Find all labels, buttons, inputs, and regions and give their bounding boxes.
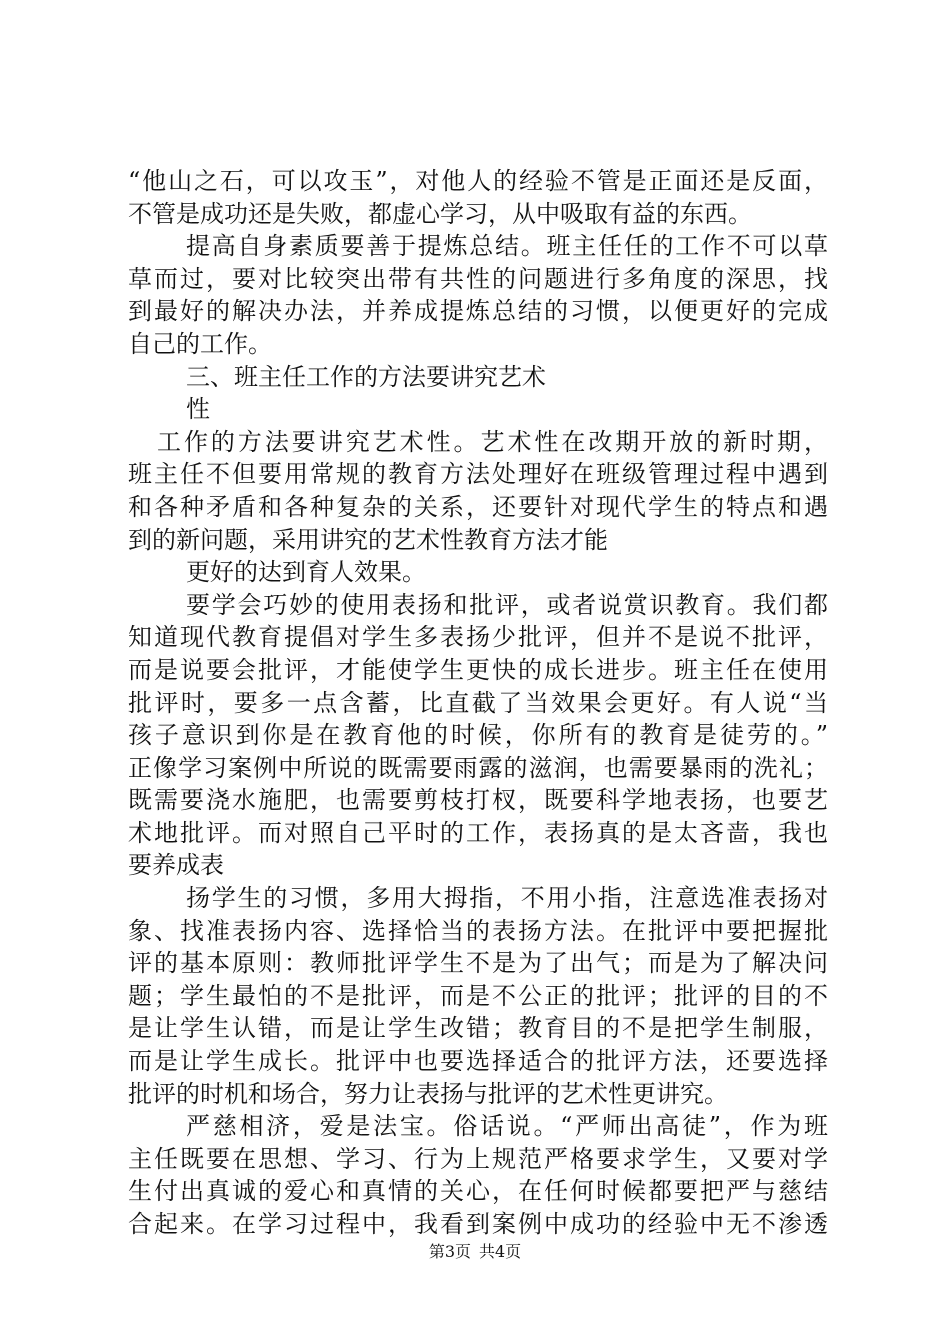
text-line: 班主任不但要用常规的教育方法处理好在班级管理过程中遇到: [128, 460, 828, 489]
text-line: 要学会巧妙的使用表扬和批评，或者说赏识教育。我们都: [186, 590, 828, 619]
text-line: 到最好的解决办法，并养成提炼总结的习惯，以便更好的完成: [128, 297, 828, 326]
text-line: 既需要浇水施肥，也需要剪枝打杈，既要科学地表扬，也要艺: [128, 786, 828, 815]
text-line: 提高自身素质要善于提炼总结。班主任任的工作不可以草: [186, 232, 828, 261]
text-line: 合起来。在学习过程中，我看到案例中成功的经验中无不渗透: [128, 1210, 828, 1238]
text-line: 三、班主任工作的方法要讲究艺术: [186, 362, 546, 391]
text-line: 术地批评。而对照自己平时的工作，表扬真的是太吝啬，我也: [128, 818, 828, 847]
text-line: 知道现代教育提倡对学生多表扬少批评，但并不是说不批评，: [128, 623, 828, 652]
text-line: 孩子意识到你是在教育他的时候，你所有的教育是徒劳的。”: [128, 721, 828, 750]
text-line: 和各种矛盾和各种复杂的关系，还要针对现代学生的特点和遇: [128, 492, 828, 521]
text-line: 评的基本原则：教师批评学生不是为了出气；而是为了解决问: [128, 949, 828, 978]
text-line: 题；学生最怕的不是批评，而是不公正的批评；批评的目的不: [128, 981, 828, 1010]
text-line: 到的新问题，采用讲究的艺术性教育方法才能: [128, 525, 608, 554]
text-line: 批评的时机和场合，努力让表扬与批评的艺术性更讲究。: [128, 1079, 728, 1108]
page-footer: [0, 1242, 950, 1262]
text-line: 性: [186, 395, 210, 424]
text-line: 草而过，要对比较突出带有共性的问题进行多角度的深思，找: [128, 264, 828, 293]
text-line: 扬学生的习惯，多用大拇指，不用小指，注意选准表扬对: [186, 884, 828, 913]
text-line: “他山之石，可以攻玉”，对他人的经验不管是正面还是反面，: [128, 167, 828, 195]
text-line: 不管是成功还是失败，都虚心学习，从中吸取有益的东西。: [128, 199, 752, 228]
text-line: 要养成表: [128, 851, 224, 880]
text-line: 而是让学生成长。批评中也要选择适合的批评方法，还要选择: [128, 1047, 828, 1076]
text-line: 严慈相济，爱是法宝。俗话说。“严师出高徒”，作为班: [186, 1112, 828, 1141]
text-line: 批评时，要多一点含蓄，比直截了当效果会更好。有人说“当: [128, 688, 828, 717]
text-line: 生付出真诚的爱心和真情的关心，在任何时候都要把严与慈结: [128, 1177, 828, 1206]
text-line: 正像学习案例中所说的既需要雨露的滋润，也需要暴雨的洗礼；: [128, 753, 828, 782]
page-number: 第3页: [428, 1242, 471, 1261]
document-body: [128, 165, 828, 1241]
text-line: 象、找准表扬内容、选择恰当的表扬方法。在批评中要把握批: [128, 916, 828, 945]
text-line: 主任既要在思想、学习、行为上规范严格要求学生，又要对学: [128, 1144, 828, 1173]
page-total: 共4页: [479, 1242, 522, 1261]
text-line: 是让学生认错，而是让学生改错；教育目的不是把学生制服，: [128, 1014, 828, 1043]
text-line: 自己的工作。: [128, 329, 272, 358]
text-line: 更好的达到育人效果。: [186, 558, 426, 587]
text-line: 工作的方法要讲究艺术性。艺术性在改期开放的新时期，: [157, 427, 828, 456]
text-line: 而是说要会批评，才能使学生更快的成长进步。班主任在使用: [128, 655, 828, 684]
